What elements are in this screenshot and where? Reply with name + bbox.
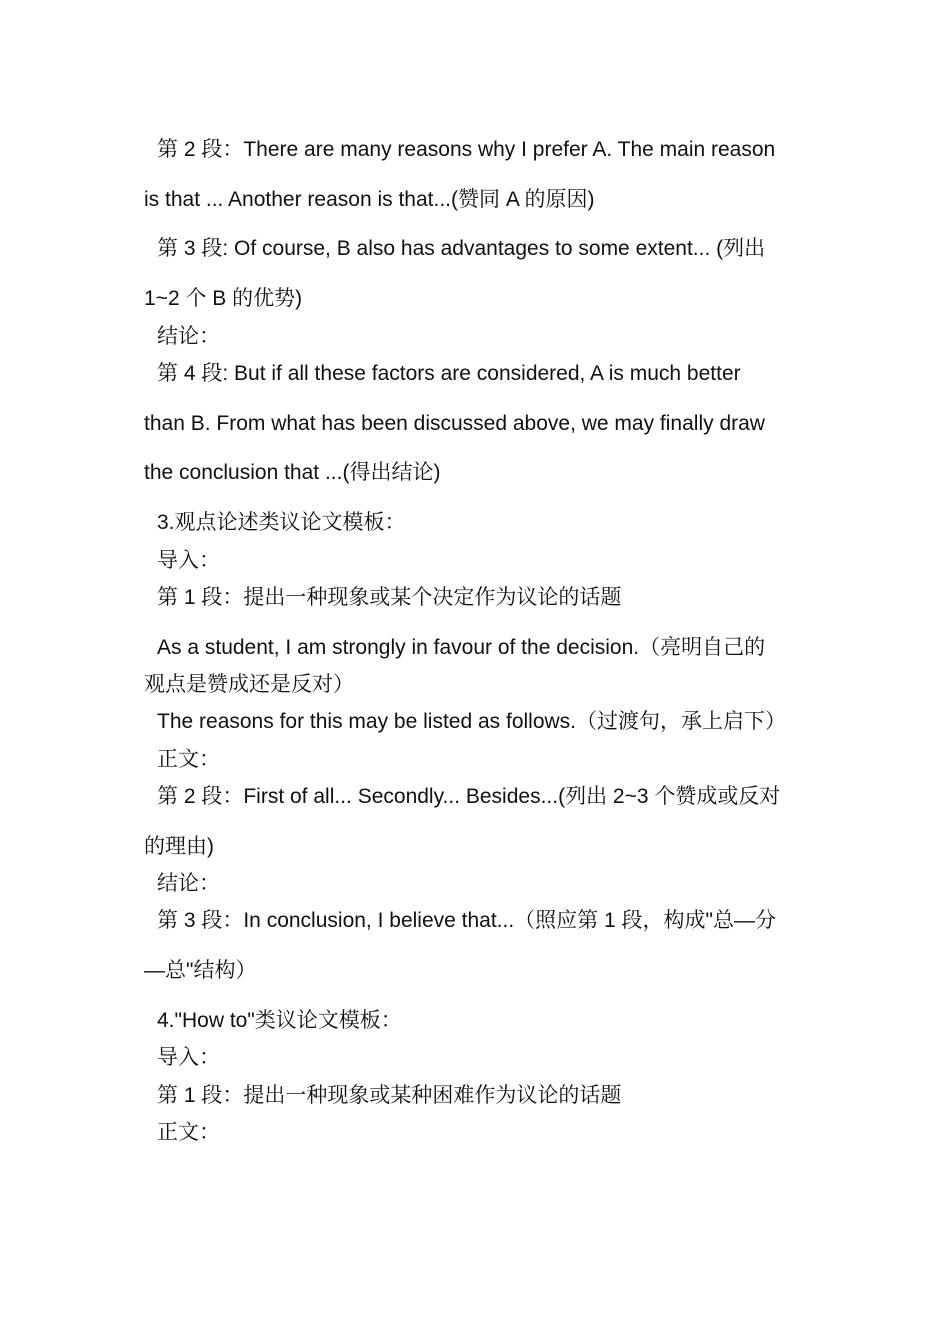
section-3-paragraph-2-line-1: 第 2 段：First of all... Secondly... Besides...(列出 2~3 个赞成或反对	[157, 785, 781, 808]
section-3-paragraph-2-line-2: 的理由)	[144, 835, 214, 858]
transition-sentence: The reasons for this may be listed as follows.（过渡句，承上启下）	[157, 710, 787, 733]
paragraph-4-line-3: the conclusion that ...(得出结论)	[144, 461, 441, 484]
paragraph-3-line-2: 1~2 个 B 的优势)	[144, 287, 303, 310]
body-heading: 正文：	[157, 748, 220, 771]
paragraph-4-line-2: than B. From what has been discussed above, we may finally draw	[144, 412, 765, 435]
section-4-paragraph-1: 第 1 段：提出一种现象或某种困难作为议论的话题	[157, 1084, 622, 1107]
intro-heading-2: 导入：	[157, 1046, 220, 1069]
conclusion-heading: 结论：	[157, 325, 220, 348]
paragraph-2-line-1: 第 2 段：There are many reasons why I prefer A. The main reason	[157, 138, 776, 161]
body-heading-2: 正文：	[157, 1121, 220, 1144]
section-3-paragraph-3-line-1: 第 3 段：In conclusion, I believe that...（照应第 1 段，构成"总—分	[157, 909, 776, 932]
conclusion-heading-2: 结论：	[157, 872, 220, 895]
section-4-heading: 4."How to"类议论文模板：	[157, 1009, 402, 1032]
section-3-paragraph-1: 第 1 段：提出一种现象或某个决定作为议论的话题	[157, 586, 622, 609]
paragraph-4-line-1: 第 4 段: But if all these factors are considered, A is much better	[157, 362, 741, 385]
paragraph-3-line-1: 第 3 段: Of course, B also has advantages to some extent... (列出	[157, 237, 766, 260]
opinion-line-2: 观点是赞成还是反对）	[144, 673, 354, 696]
paragraph-2-line-2: is that ... Another reason is that...(赞同 A 的原因)	[144, 188, 595, 211]
intro-heading: 导入：	[157, 549, 220, 572]
opinion-line-1: As a student, I am strongly in favour of the decision.（亮明自己的	[157, 636, 766, 659]
section-3-paragraph-3-line-2: —总"结构）	[144, 959, 257, 982]
section-3-heading: 3.观点论述类议论文模板：	[157, 511, 406, 534]
